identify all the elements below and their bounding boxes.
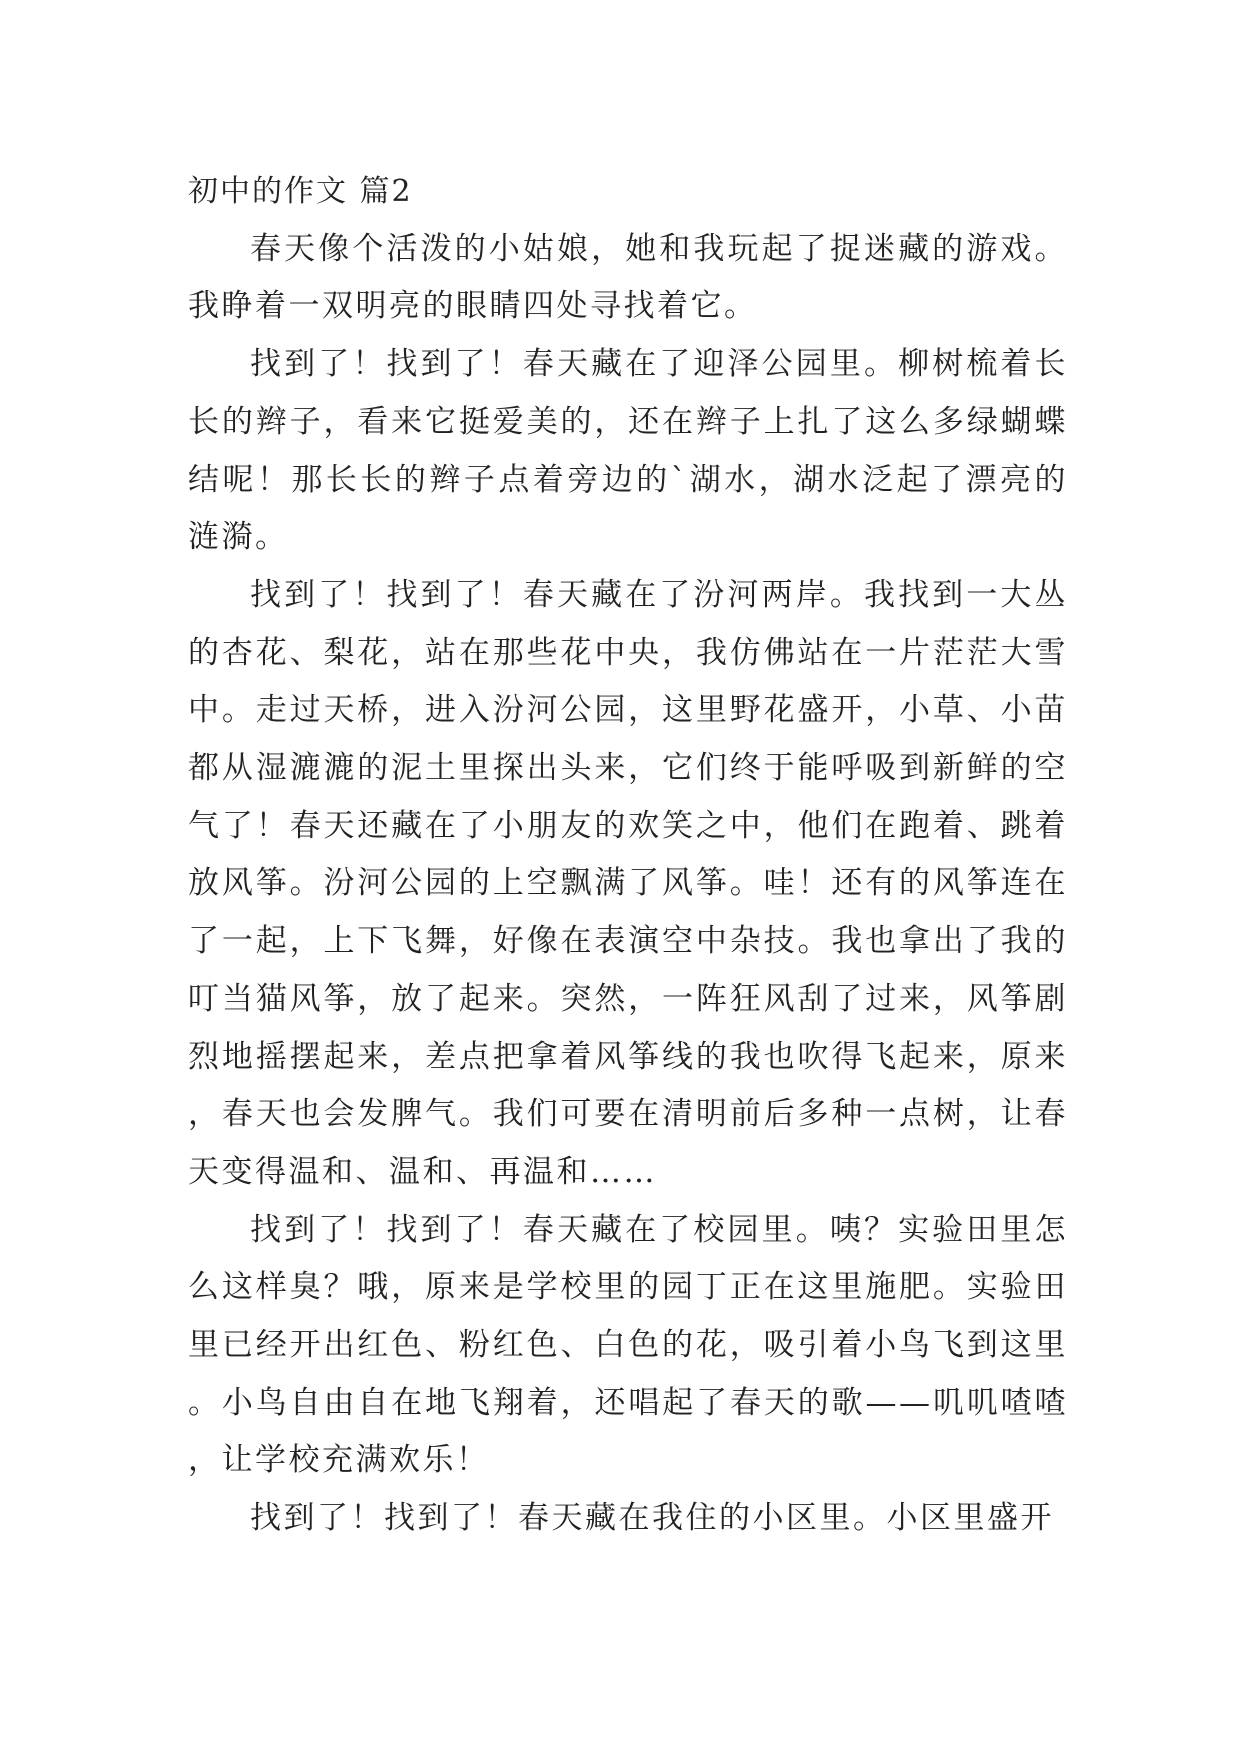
document-body xyxy=(188,163,1068,1548)
paragraph-5: 找到了！找到了！春天藏在我住的小区里。小区里盛开 xyxy=(250,1500,1054,1537)
paragraph-4: 找到了！找到了！春天藏在了校园里。咦？实验田里怎么这样臭？哦，原来是学校里的园丁正在这里施肥。实验田里已经开出红色、粉红色、白色的花，吸引着小鸟飞到这里。小鸟自由自在地飞翔着，还唱起了春天的歌——叽叽喳喳，让学校充满欢乐！ xyxy=(188,1211,1068,1479)
paragraph-1: 春天像个活泼的小姑娘，她和我玩起了捉迷藏的游戏。我睁着一双明亮的眼睛四处寻找着它。 xyxy=(188,230,1068,325)
paragraph-2: 找到了！找到了！春天藏在了迎泽公园里。柳树梳着长长的辫子，看来它挺爱美的，还在辫子上扎了这么多绿蝴蝶结呢！那长长的辫子点着旁边的`湖水，湖水泛起了漂亮的涟漪。 xyxy=(188,346,1068,556)
paragraph-3: 找到了！找到了！春天藏在了汾河两岸。我找到一大丛的杏花、梨花，站在那些花中央，我仿佛站在一片茫茫大雪中。走过天桥，进入汾河公园，这里野花盛开，小草、小苗都从湿漉漉的泥土里探出头来，它们终于能呼吸到新鲜的空气了！春天还藏在了小朋友的欢笑之中，他们在跑着、跳着放风筝。汾河公园的上空飘满了风筝。哇！还有的风筝连在了一起，上下飞舞，好像在表演空中杂技。我也拿出了我的叮当猫风筝，放了起来。突然，一阵狂风刮了过来，风筝剧烈地摇摆起来，差点把拿着风筝线的我也吹得飞起来，原来，春天也会发脾气。我们可要在清明前后多种一点树，让春天变得温和、温和、再温和…… xyxy=(188,576,1068,1190)
document-title: 初中的作文 篇2 xyxy=(188,174,413,209)
